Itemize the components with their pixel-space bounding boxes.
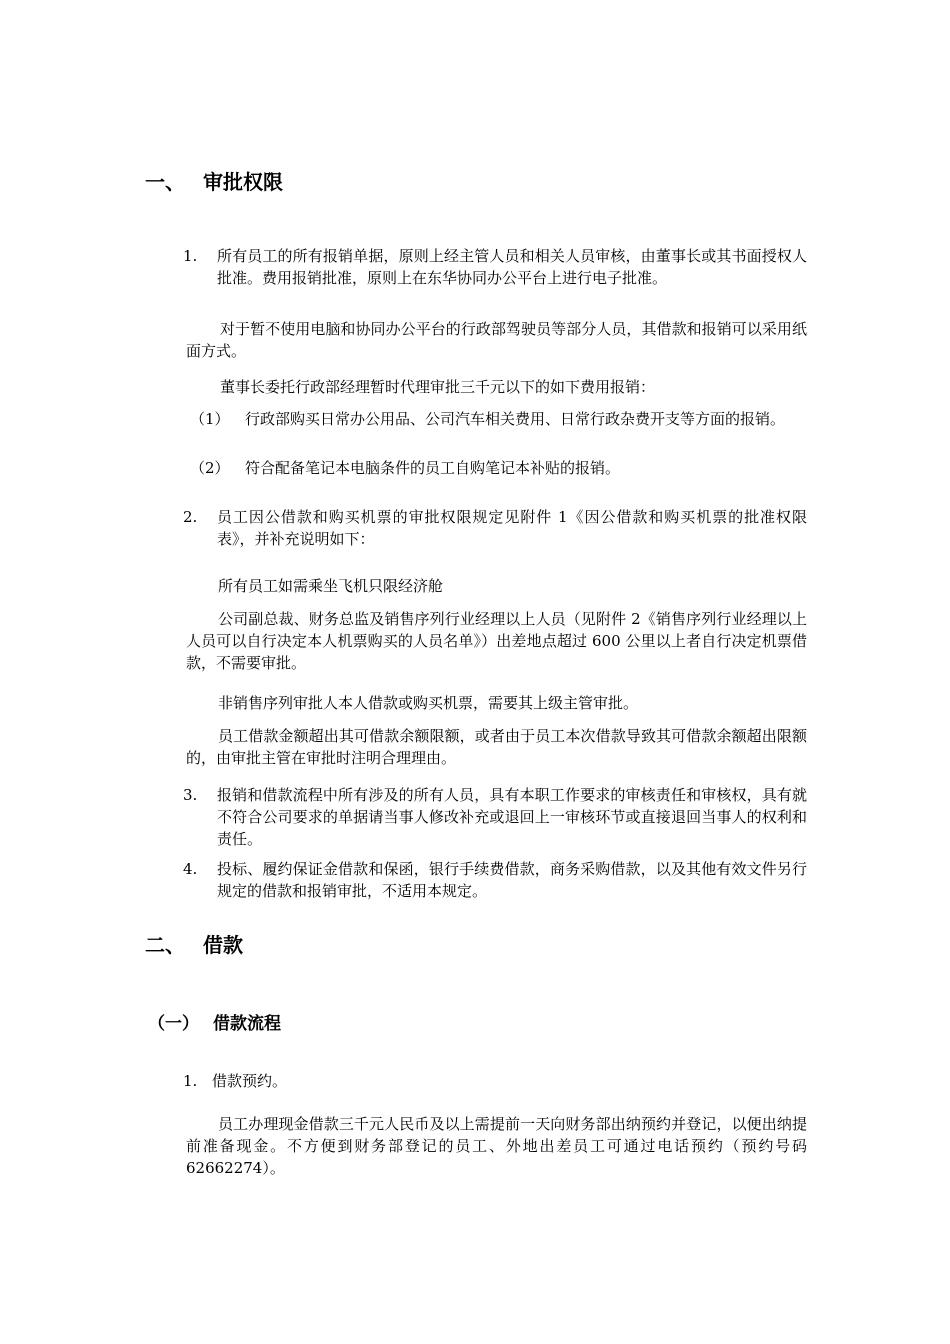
item-3-text: 报销和借款流程中所有涉及的所有人员，具有本职工作要求的审核责任和审核权，具有就不符合公司要求的单据请当事人修改补充或退回上一审核环节或直接退回当事人的权利和责任。 bbox=[217, 786, 807, 848]
item-4-text: 投标、履约保证金借款和保函，银行手续费借款，商务采购借款，以及其他有效文件另行规定的借款和报销审批，不适用本规定。 bbox=[217, 860, 807, 900]
item-2-paragraph-exempt: 公司副总裁、财务总监及销售序列行业经理以上人员（见附件 2《销售序列行业经理以上人员可以自行决定本人机票购买的人员名单》）出差地点超过 600 公里以上者自行决定机票借款，不需要审批。 bbox=[186, 610, 807, 672]
item-2-paragraph-limit: 员工借款金额超出其可借款余额限额，或者由于员工本次借款导致其可借款余额超出限额的，由审批主管在审批时注明合理理由。 bbox=[186, 727, 807, 767]
subsection-1-title: 借款流程 bbox=[213, 1014, 281, 1034]
item-2-number: 2. bbox=[183, 508, 198, 526]
loan-item-1-text: 借款预约。 bbox=[212, 1072, 288, 1090]
sub-item-2-number: （2） bbox=[190, 459, 230, 477]
item-1-number: 1. bbox=[183, 247, 198, 265]
section-2-title: 借款 bbox=[203, 933, 243, 957]
item-1-text: 所有员工的所有报销单据，原则上经主管人员和相关人员审核，由董事长或其书面授权人批准。费用报销批准，原则上在东华协同办公平台上进行电子批准。 bbox=[217, 247, 807, 287]
item-1-paragraph-paper: 对于暂不使用电脑和协同办公平台的行政部驾驶员等部分人员，其借款和报销可以采用纸面方式。 bbox=[186, 320, 807, 360]
loan-reservation-paragraph: 员工办理现金借款三千元人民币及以上需提前一天向财务部出纳预约并登记，以便出纳提前准备现金。不方便到财务部登记的员工、外地出差员工可通过电话预约（预约号码 62662274）。 bbox=[186, 1115, 807, 1177]
sub-item-1-text: 行政部购买日常办公用品、公司汽车相关费用、日常行政杂费开支等方面的报销。 bbox=[245, 410, 786, 428]
item-1-paragraph-delegation: 董事长委托行政部经理暂时代理审批三千元以下的如下费用报销： bbox=[220, 378, 656, 396]
sub-item-2-text: 符合配备笔记本电脑条件的员工自购笔记本补贴的报销。 bbox=[245, 459, 621, 477]
item-2-text: 员工因公借款和购买机票的审批权限规定见附件 1《因公借款和购买机票的批准权限表》，并补充说明如下： bbox=[217, 508, 807, 548]
subsection-1-number: （一） bbox=[148, 1014, 199, 1034]
item-2-paragraph-nonsales: 非销售序列审批人本人借款或购买机票，需要其上级主管审批。 bbox=[218, 694, 639, 712]
item-2-paragraph-economy: 所有员工如需乘坐飞机只限经济舱 bbox=[218, 577, 444, 595]
item-3-number: 3. bbox=[183, 786, 198, 804]
section-2-number: 二、 bbox=[145, 933, 185, 957]
sub-item-1-number: （1） bbox=[190, 410, 230, 428]
section-1-title: 审批权限 bbox=[203, 170, 283, 194]
section-1-number: 一、 bbox=[145, 170, 185, 194]
item-4-number: 4. bbox=[183, 860, 198, 878]
loan-item-1-number: 1. bbox=[183, 1072, 198, 1090]
